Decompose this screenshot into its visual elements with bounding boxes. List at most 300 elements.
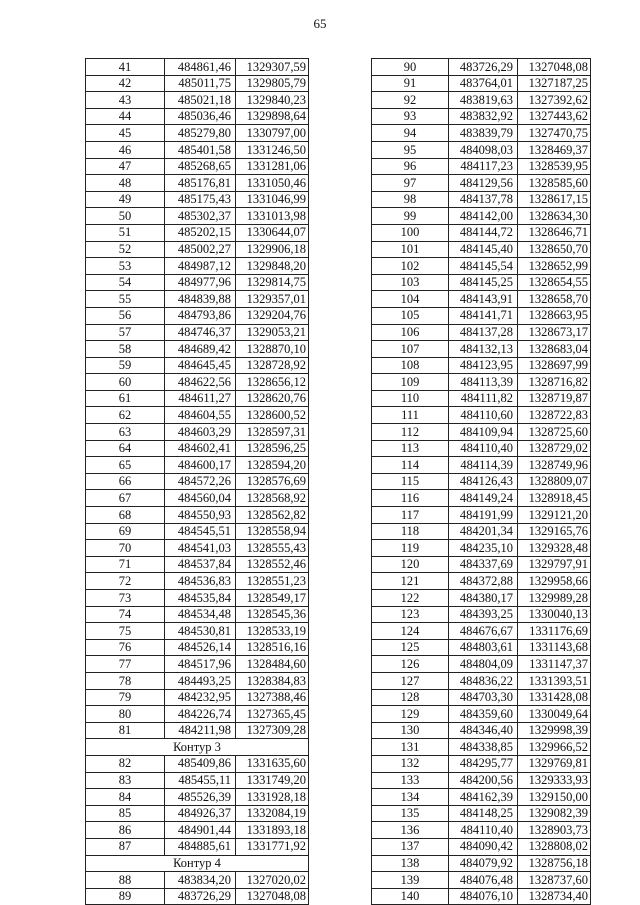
x-coordinate-cell: 484380,17 [449, 590, 518, 607]
table-row [86, 374, 309, 391]
point-number-cell: 139 [372, 872, 449, 889]
table-row [372, 158, 591, 175]
table-row [86, 390, 309, 407]
x-coordinate-cell: 484926,37 [165, 805, 236, 822]
x-coordinate-cell: 484132,13 [449, 341, 518, 358]
table-row [372, 623, 591, 640]
point-number-cell: 64 [86, 440, 165, 457]
x-coordinate-cell: 484337,69 [449, 556, 518, 573]
table-row [372, 357, 591, 374]
table-row [372, 224, 591, 241]
point-number-cell: 137 [372, 838, 449, 855]
x-coordinate-cell: 484162,39 [449, 789, 518, 806]
y-coordinate-cell: 1331281,06 [236, 158, 309, 175]
table-row [372, 689, 591, 706]
y-coordinate-cell: 1328725,60 [518, 424, 591, 441]
point-number-cell: 134 [372, 789, 449, 806]
point-number-cell: 42 [86, 75, 165, 92]
table-row [372, 888, 591, 905]
x-coordinate-cell: 484836,22 [449, 672, 518, 689]
table-row [86, 440, 309, 457]
point-number-cell: 79 [86, 689, 165, 706]
point-number-cell: 70 [86, 540, 165, 557]
table-row [86, 357, 309, 374]
table-row [372, 606, 591, 623]
x-coordinate-cell: 485268,65 [165, 158, 236, 175]
x-coordinate-cell: 484143,91 [449, 291, 518, 308]
x-coordinate-cell: 484145,54 [449, 258, 518, 275]
point-number-cell: 128 [372, 689, 449, 706]
table-row [372, 872, 591, 889]
point-number-cell: 68 [86, 507, 165, 524]
y-coordinate-cell: 1329958,66 [518, 573, 591, 590]
y-coordinate-cell: 1327392,62 [518, 92, 591, 109]
x-coordinate-cell: 483839,79 [449, 125, 518, 142]
table-row [372, 125, 591, 142]
y-coordinate-cell: 1328545,36 [236, 606, 309, 623]
table-row [86, 191, 309, 208]
table-row [372, 341, 591, 358]
x-coordinate-cell: 483764,01 [449, 75, 518, 92]
point-number-cell: 54 [86, 274, 165, 291]
x-coordinate-cell: 484113,39 [449, 374, 518, 391]
point-number-cell: 71 [86, 556, 165, 573]
y-coordinate-cell: 1329840,23 [236, 92, 309, 109]
table-row [86, 407, 309, 424]
table-row [86, 573, 309, 590]
y-coordinate-cell: 1327048,08 [236, 888, 309, 905]
x-coordinate-cell: 485036,46 [165, 108, 236, 125]
table-row [372, 108, 591, 125]
x-coordinate-cell: 484145,25 [449, 274, 518, 291]
x-coordinate-cell: 485279,80 [165, 125, 236, 142]
table-row [86, 457, 309, 474]
table-row [86, 789, 309, 806]
table-row [372, 507, 591, 524]
x-coordinate-cell: 485401,58 [165, 141, 236, 158]
table-row [86, 623, 309, 640]
point-number-cell: 101 [372, 241, 449, 258]
point-number-cell: 88 [86, 872, 165, 889]
y-coordinate-cell: 1329053,21 [236, 324, 309, 341]
x-coordinate-cell: 484604,55 [165, 407, 236, 424]
table-row [372, 374, 591, 391]
point-number-cell: 125 [372, 639, 449, 656]
table-row [86, 822, 309, 839]
y-coordinate-cell: 1328650,70 [518, 241, 591, 258]
table-row [86, 672, 309, 689]
section-title: Контур 3 [86, 739, 309, 756]
table-row [372, 772, 591, 789]
x-coordinate-cell: 484110,40 [449, 440, 518, 457]
x-coordinate-cell: 485002,27 [165, 241, 236, 258]
x-coordinate-cell: 485202,15 [165, 224, 236, 241]
y-coordinate-cell: 1328652,99 [518, 258, 591, 275]
x-coordinate-cell: 484144,72 [449, 224, 518, 241]
point-number-cell: 60 [86, 374, 165, 391]
x-coordinate-cell: 484137,78 [449, 191, 518, 208]
y-coordinate-cell: 1328729,02 [518, 440, 591, 457]
table-row [372, 573, 591, 590]
point-number-cell: 106 [372, 324, 449, 341]
x-coordinate-cell: 484541,03 [165, 540, 236, 557]
y-coordinate-cell: 1328552,46 [236, 556, 309, 573]
point-number-cell: 86 [86, 822, 165, 839]
y-coordinate-cell: 1329966,52 [518, 739, 591, 756]
table-row [86, 556, 309, 573]
table-row [86, 590, 309, 607]
point-number-cell: 82 [86, 755, 165, 772]
point-number-cell: 48 [86, 175, 165, 192]
x-coordinate-cell: 484142,00 [449, 208, 518, 225]
y-coordinate-cell: 1330797,00 [236, 125, 309, 142]
table-row [86, 258, 309, 275]
table-row [372, 92, 591, 109]
table-row [372, 805, 591, 822]
x-coordinate-cell: 485409,86 [165, 755, 236, 772]
point-number-cell: 63 [86, 424, 165, 441]
point-number-cell: 98 [372, 191, 449, 208]
x-coordinate-cell: 483834,20 [165, 872, 236, 889]
x-coordinate-cell: 484861,46 [165, 59, 236, 76]
y-coordinate-cell: 1327443,62 [518, 108, 591, 125]
x-coordinate-cell: 484226,74 [165, 706, 236, 723]
x-coordinate-cell: 484793,86 [165, 307, 236, 324]
y-coordinate-cell: 1328870,10 [236, 341, 309, 358]
point-number-cell: 97 [372, 175, 449, 192]
table-row [86, 241, 309, 258]
y-coordinate-cell: 1328555,43 [236, 540, 309, 557]
table-row [86, 324, 309, 341]
y-coordinate-cell: 1328673,17 [518, 324, 591, 341]
table-row [86, 722, 309, 739]
table-row [372, 141, 591, 158]
table-row [372, 656, 591, 673]
table-row [86, 141, 309, 158]
y-coordinate-cell: 1331928,18 [236, 789, 309, 806]
point-number-cell: 138 [372, 855, 449, 872]
y-coordinate-cell: 1331176,69 [518, 623, 591, 640]
table-row [86, 656, 309, 673]
table-row [86, 523, 309, 540]
y-coordinate-cell: 1331635,60 [236, 755, 309, 772]
point-number-cell: 102 [372, 258, 449, 275]
x-coordinate-cell: 484232,95 [165, 689, 236, 706]
x-coordinate-cell: 484600,17 [165, 457, 236, 474]
x-coordinate-cell: 484200,56 [449, 772, 518, 789]
table-row [372, 672, 591, 689]
point-number-cell: 116 [372, 490, 449, 507]
x-coordinate-cell: 484076,48 [449, 872, 518, 889]
x-coordinate-cell: 484137,28 [449, 324, 518, 341]
table-row [372, 706, 591, 723]
x-coordinate-cell: 484804,09 [449, 656, 518, 673]
point-number-cell: 126 [372, 656, 449, 673]
table-row [86, 507, 309, 524]
y-coordinate-cell: 1331893,18 [236, 822, 309, 839]
y-coordinate-cell: 1328539,95 [518, 158, 591, 175]
table-row [86, 125, 309, 142]
x-coordinate-cell: 484535,84 [165, 590, 236, 607]
table-row [372, 490, 591, 507]
y-coordinate-cell: 1329333,93 [518, 772, 591, 789]
point-number-cell: 53 [86, 258, 165, 275]
coordinates-table-right-body [372, 59, 591, 905]
table-row [372, 739, 591, 756]
point-number-cell: 55 [86, 291, 165, 308]
point-number-cell: 118 [372, 523, 449, 540]
y-coordinate-cell: 1331771,92 [236, 838, 309, 855]
y-coordinate-cell: 1327388,46 [236, 689, 309, 706]
x-coordinate-cell: 484359,60 [449, 706, 518, 723]
point-number-cell: 46 [86, 141, 165, 158]
y-coordinate-cell: 1328634,30 [518, 208, 591, 225]
point-number-cell: 132 [372, 755, 449, 772]
x-coordinate-cell: 483832,92 [449, 108, 518, 125]
point-number-cell: 94 [372, 125, 449, 142]
y-coordinate-cell: 1327365,45 [236, 706, 309, 723]
table-row [372, 191, 591, 208]
table-row [86, 540, 309, 557]
point-number-cell: 96 [372, 158, 449, 175]
point-number-cell: 103 [372, 274, 449, 291]
point-number-cell: 93 [372, 108, 449, 125]
point-number-cell: 62 [86, 407, 165, 424]
y-coordinate-cell: 1331749,20 [236, 772, 309, 789]
y-coordinate-cell: 1331428,08 [518, 689, 591, 706]
table-row [372, 258, 591, 275]
y-coordinate-cell: 1328716,82 [518, 374, 591, 391]
x-coordinate-cell: 484526,14 [165, 639, 236, 656]
point-number-cell: 44 [86, 108, 165, 125]
table-row [372, 838, 591, 855]
table-row [86, 490, 309, 507]
table-row [86, 838, 309, 855]
y-coordinate-cell: 1327187,25 [518, 75, 591, 92]
point-number-cell: 75 [86, 623, 165, 640]
table-row [86, 772, 309, 789]
y-coordinate-cell: 1328683,04 [518, 341, 591, 358]
x-coordinate-cell: 484109,94 [449, 424, 518, 441]
point-number-cell: 131 [372, 739, 449, 756]
y-coordinate-cell: 1328620,76 [236, 390, 309, 407]
y-coordinate-cell: 1328617,15 [518, 191, 591, 208]
y-coordinate-cell: 1331046,99 [236, 191, 309, 208]
x-coordinate-cell: 484372,88 [449, 573, 518, 590]
x-coordinate-cell: 484338,85 [449, 739, 518, 756]
x-coordinate-cell: 484560,04 [165, 490, 236, 507]
y-coordinate-cell: 1328558,94 [236, 523, 309, 540]
y-coordinate-cell: 1328384,83 [236, 672, 309, 689]
x-coordinate-cell: 484145,40 [449, 241, 518, 258]
point-number-cell: 41 [86, 59, 165, 76]
point-number-cell: 105 [372, 307, 449, 324]
point-number-cell: 112 [372, 424, 449, 441]
table-row [86, 108, 309, 125]
point-number-cell: 90 [372, 59, 449, 76]
x-coordinate-cell: 484987,12 [165, 258, 236, 275]
y-coordinate-cell: 1329989,28 [518, 590, 591, 607]
x-coordinate-cell: 484098,03 [449, 141, 518, 158]
table-row [372, 324, 591, 341]
table-row [86, 307, 309, 324]
table-row [86, 92, 309, 109]
point-number-cell: 109 [372, 374, 449, 391]
table-row [372, 789, 591, 806]
table-row [372, 523, 591, 540]
x-coordinate-cell: 483726,29 [165, 888, 236, 905]
point-number-cell: 107 [372, 341, 449, 358]
y-coordinate-cell: 1328654,55 [518, 274, 591, 291]
y-coordinate-cell: 1329898,64 [236, 108, 309, 125]
point-number-cell: 51 [86, 224, 165, 241]
x-coordinate-cell: 484123,95 [449, 357, 518, 374]
y-coordinate-cell: 1328918,45 [518, 490, 591, 507]
point-number-cell: 87 [86, 838, 165, 855]
y-coordinate-cell: 1329204,76 [236, 307, 309, 324]
x-coordinate-cell: 484201,34 [449, 523, 518, 540]
y-coordinate-cell: 1331393,51 [518, 672, 591, 689]
point-number-cell: 85 [86, 805, 165, 822]
y-coordinate-cell: 1329769,81 [518, 755, 591, 772]
y-coordinate-cell: 1328734,40 [518, 888, 591, 905]
y-coordinate-cell: 1328533,19 [236, 623, 309, 640]
point-number-cell: 135 [372, 805, 449, 822]
point-number-cell: 84 [86, 789, 165, 806]
point-number-cell: 129 [372, 706, 449, 723]
y-coordinate-cell: 1328697,99 [518, 357, 591, 374]
x-coordinate-cell: 484603,29 [165, 424, 236, 441]
table-row [86, 291, 309, 308]
y-coordinate-cell: 1328728,92 [236, 357, 309, 374]
section-title: Контур 4 [86, 855, 309, 872]
x-coordinate-cell: 484090,42 [449, 838, 518, 855]
table-row [372, 241, 591, 258]
x-coordinate-cell: 484114,39 [449, 457, 518, 474]
point-number-cell: 123 [372, 606, 449, 623]
table-row [372, 822, 591, 839]
y-coordinate-cell: 1328562,82 [236, 507, 309, 524]
point-number-cell: 67 [86, 490, 165, 507]
x-coordinate-cell: 485011,75 [165, 75, 236, 92]
table-row [86, 224, 309, 241]
x-coordinate-cell: 484602,41 [165, 440, 236, 457]
y-coordinate-cell: 1332084,19 [236, 805, 309, 822]
y-coordinate-cell: 1329328,48 [518, 540, 591, 557]
y-coordinate-cell: 1327048,08 [518, 59, 591, 76]
point-number-cell: 72 [86, 573, 165, 590]
table-row [372, 274, 591, 291]
table-row [86, 805, 309, 822]
x-coordinate-cell: 484572,26 [165, 473, 236, 490]
y-coordinate-cell: 1328600,52 [236, 407, 309, 424]
x-coordinate-cell: 484111,82 [449, 390, 518, 407]
point-number-cell: 58 [86, 341, 165, 358]
x-coordinate-cell: 483726,29 [449, 59, 518, 76]
point-number-cell: 65 [86, 457, 165, 474]
y-coordinate-cell: 1329848,20 [236, 258, 309, 275]
y-coordinate-cell: 1329998,39 [518, 722, 591, 739]
coordinates-table-right [371, 58, 591, 905]
x-coordinate-cell: 484076,10 [449, 888, 518, 905]
x-coordinate-cell: 484536,83 [165, 573, 236, 590]
point-number-cell: 121 [372, 573, 449, 590]
table-row [372, 440, 591, 457]
y-coordinate-cell: 1328809,07 [518, 473, 591, 490]
table-row [86, 75, 309, 92]
table-row [86, 888, 309, 905]
y-coordinate-cell: 1329805,79 [236, 75, 309, 92]
x-coordinate-cell: 484746,37 [165, 324, 236, 341]
point-number-cell: 89 [86, 888, 165, 905]
y-coordinate-cell: 1328658,70 [518, 291, 591, 308]
point-number-cell: 78 [86, 672, 165, 689]
x-coordinate-cell: 484689,42 [165, 341, 236, 358]
y-coordinate-cell: 1330049,64 [518, 706, 591, 723]
x-coordinate-cell: 484393,25 [449, 606, 518, 623]
x-coordinate-cell: 484493,25 [165, 672, 236, 689]
x-coordinate-cell: 484545,51 [165, 523, 236, 540]
x-coordinate-cell: 484295,77 [449, 755, 518, 772]
x-coordinate-cell: 485176,81 [165, 175, 236, 192]
table-row [86, 473, 309, 490]
table-row [86, 872, 309, 889]
point-number-cell: 74 [86, 606, 165, 623]
y-coordinate-cell: 1331013,98 [236, 208, 309, 225]
point-number-cell: 57 [86, 324, 165, 341]
table-row [372, 75, 591, 92]
point-number-cell: 140 [372, 888, 449, 905]
x-coordinate-cell: 484537,84 [165, 556, 236, 573]
table-row [372, 208, 591, 225]
y-coordinate-cell: 1330644,07 [236, 224, 309, 241]
point-number-cell: 66 [86, 473, 165, 490]
point-number-cell: 95 [372, 141, 449, 158]
x-coordinate-cell: 484517,96 [165, 656, 236, 673]
point-number-cell: 110 [372, 390, 449, 407]
x-coordinate-cell: 484611,27 [165, 390, 236, 407]
y-coordinate-cell: 1328585,60 [518, 175, 591, 192]
y-coordinate-cell: 1329165,76 [518, 523, 591, 540]
x-coordinate-cell: 484117,23 [449, 158, 518, 175]
table-row [372, 175, 591, 192]
table-row [372, 755, 591, 772]
table-row [86, 639, 309, 656]
y-coordinate-cell: 1328656,12 [236, 374, 309, 391]
y-coordinate-cell: 1328808,02 [518, 838, 591, 855]
point-number-cell: 50 [86, 208, 165, 225]
point-number-cell: 127 [372, 672, 449, 689]
x-coordinate-cell: 484803,61 [449, 639, 518, 656]
point-number-cell: 83 [86, 772, 165, 789]
y-coordinate-cell: 1328549,17 [236, 590, 309, 607]
y-coordinate-cell: 1328719,87 [518, 390, 591, 407]
point-number-cell: 114 [372, 457, 449, 474]
point-number-cell: 99 [372, 208, 449, 225]
point-number-cell: 124 [372, 623, 449, 640]
y-coordinate-cell: 1328663,95 [518, 307, 591, 324]
point-number-cell: 113 [372, 440, 449, 457]
point-number-cell: 76 [86, 639, 165, 656]
table-row [86, 424, 309, 441]
table-row [372, 407, 591, 424]
y-coordinate-cell: 1328484,60 [236, 656, 309, 673]
table-row [372, 291, 591, 308]
y-coordinate-cell: 1328568,92 [236, 490, 309, 507]
x-coordinate-cell: 484149,24 [449, 490, 518, 507]
table-row [86, 175, 309, 192]
point-number-cell: 133 [372, 772, 449, 789]
